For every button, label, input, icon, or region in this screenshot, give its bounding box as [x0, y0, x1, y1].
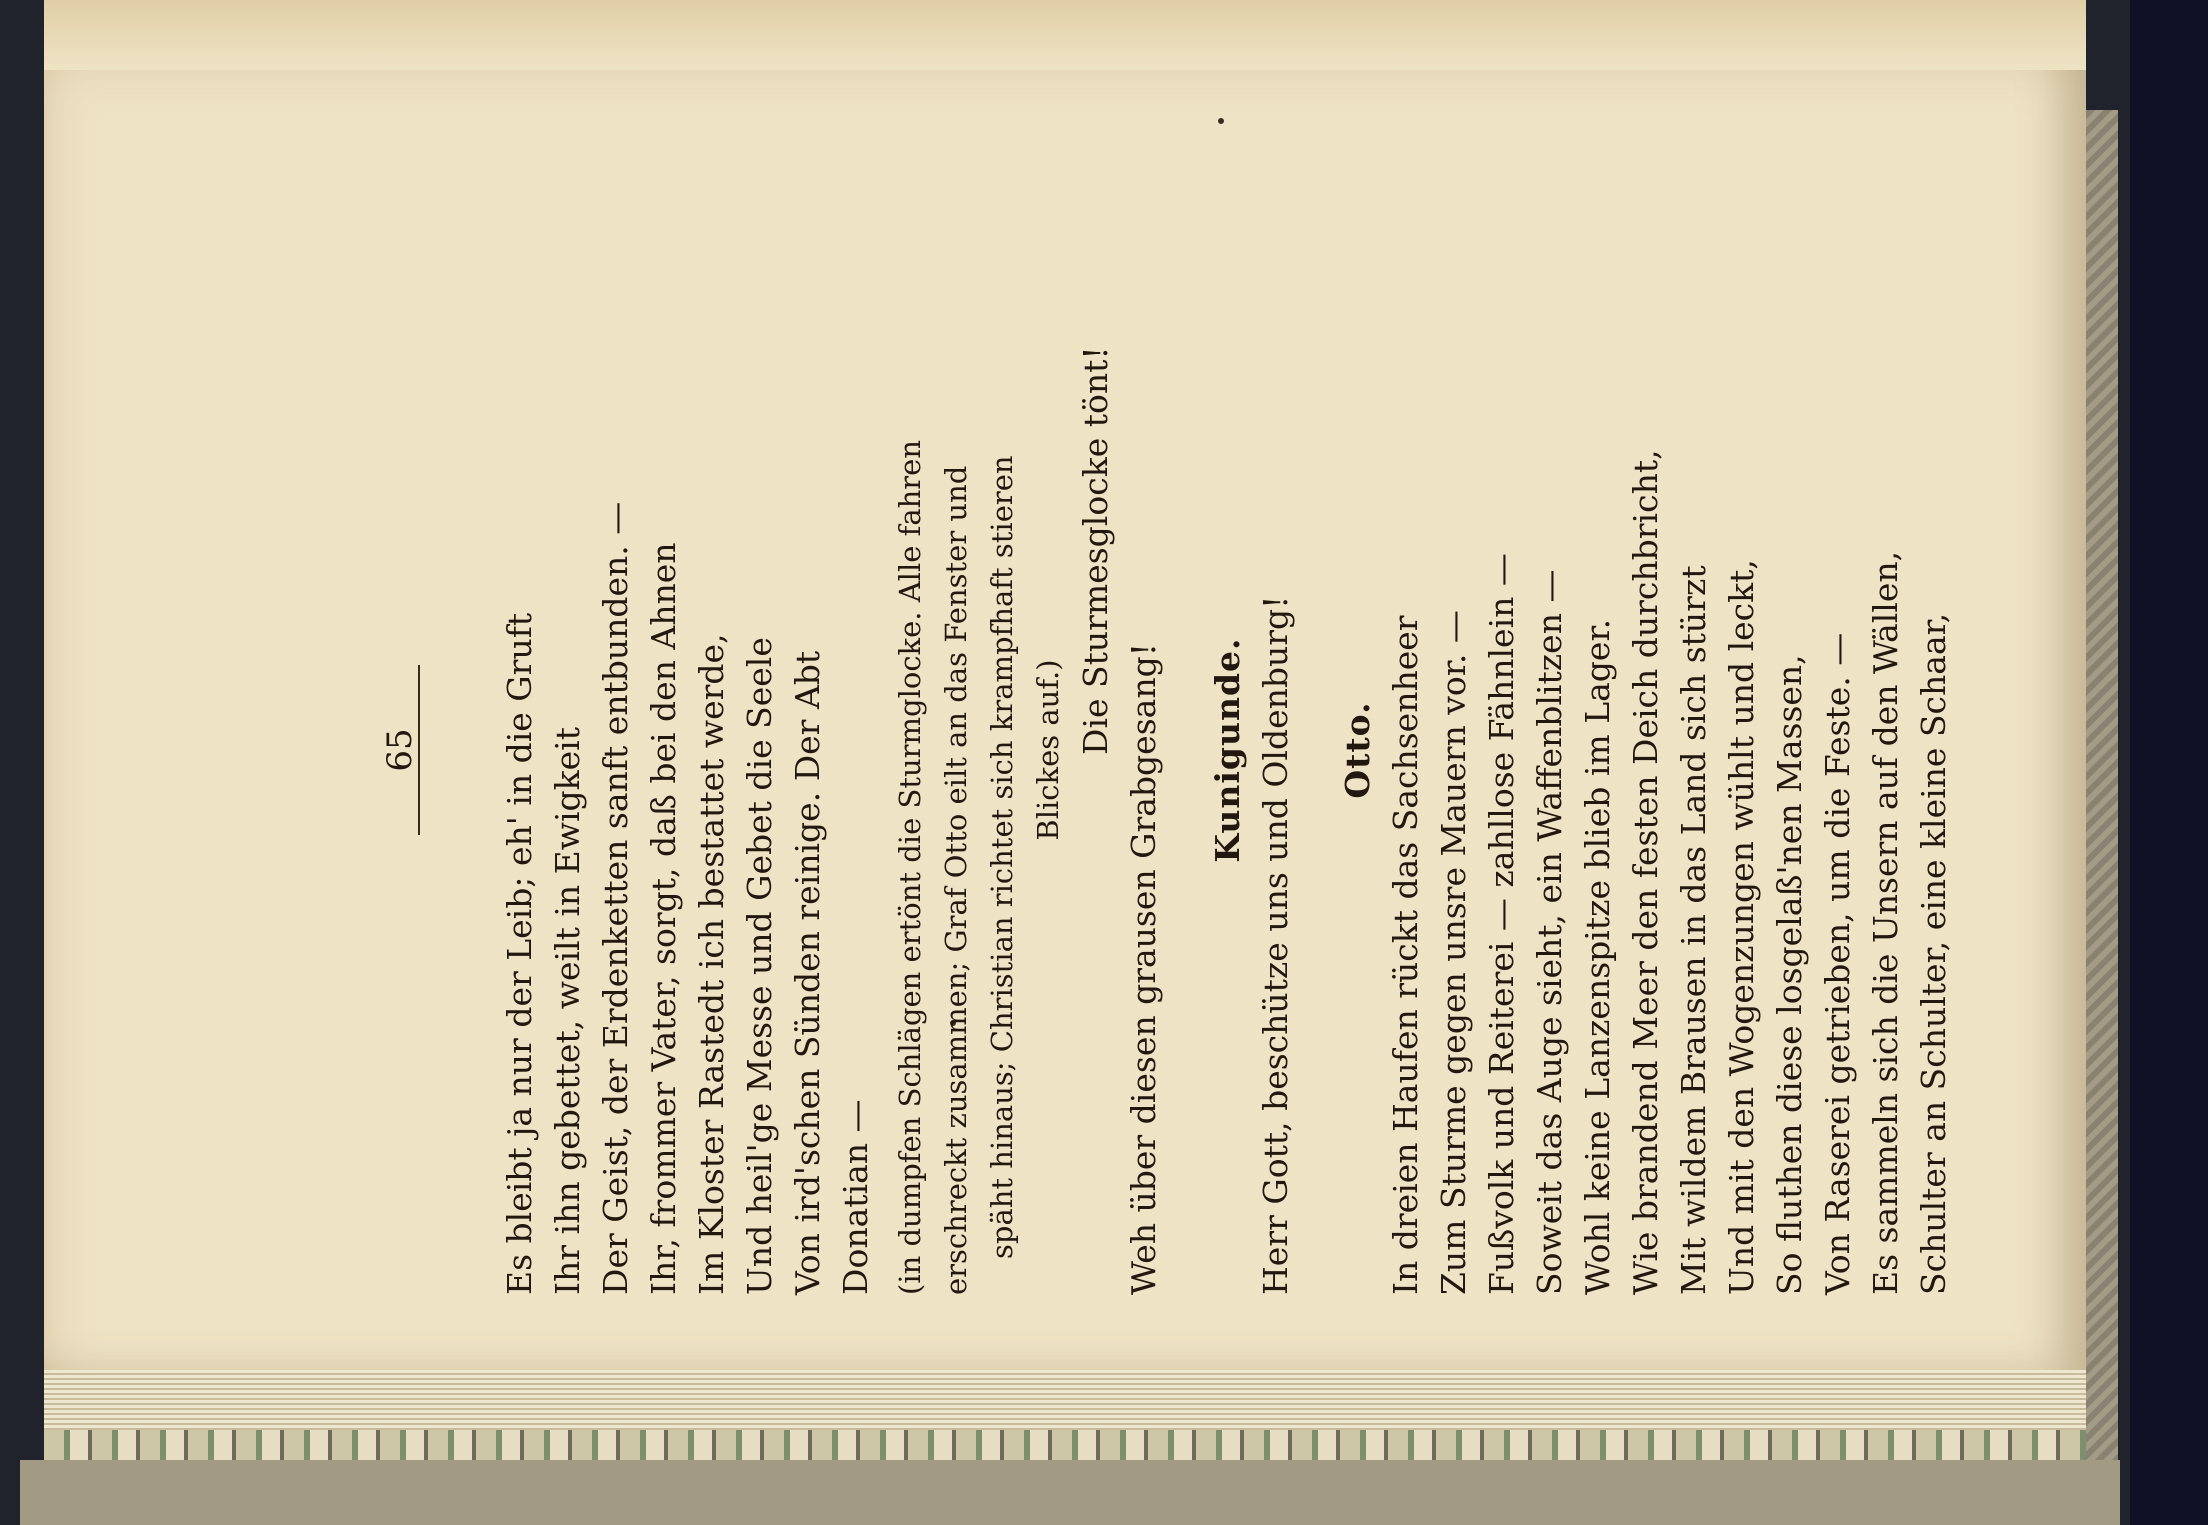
verse-line: Zum Sturme gegen unsre Mauern vor. — — [1434, 610, 1473, 1295]
page-edges — [44, 1370, 2086, 1430]
verse-line: Ihr, frommer Vater, sorgt, daß bei den Ahnen — [644, 542, 683, 1295]
verse-line: Herr Gott, beschütze uns und Oldenburg! — [1256, 595, 1295, 1295]
decorative-border — [44, 1430, 2086, 1460]
verse-line: Wohl keine Lanzenspitze blieb im Lager. — [1578, 618, 1617, 1295]
page-gutter — [44, 0, 2086, 70]
verse-line: In dreien Haufen rückt das Sachsenheer — [1386, 615, 1425, 1295]
verse-line: Und mit den Wogenzungen wühlt und leckt, — [1722, 559, 1761, 1295]
verse-line: So fluthen diese losgelaß'nen Massen, — [1770, 654, 1809, 1295]
verse-line: Der Geist, der Erdenketten sanft entbunden. — — [596, 501, 635, 1295]
verse-line: Weh über diesen grausen Grabgesang! — [1124, 643, 1163, 1295]
verse-line: Es sammeln sich die Unsern auf den Wällen, — [1866, 550, 1905, 1295]
verse-line: Fußvolk und Reiterei — zahllose Fähnlein — — [1482, 553, 1521, 1295]
verse-line: Donatian — — [836, 1099, 875, 1295]
verse-line: Im Kloster Rastedt ich bestattet werde, — [692, 633, 731, 1295]
verse-line: Es bleibt ja nur der Leib; eh' in die Gruft — [500, 612, 539, 1295]
cover-bottom — [20, 1460, 2120, 1525]
paper-speck — [1218, 118, 1224, 124]
rotated-page-text — [380, 205, 1953, 1295]
verse-line: Von ird'schen Sünden reinige. Der Abt — [788, 650, 827, 1295]
verse-line: Ihr ihn gebettet, weilt in Ewigkeit — [548, 727, 587, 1295]
speaker-name: Otto. — [1338, 701, 1377, 799]
page-number: 65 — [380, 728, 420, 772]
speaker-name: Kunigunde. — [1208, 637, 1247, 863]
verse-line: Und heil'ge Messe und Gebet die Seele — [740, 637, 779, 1295]
verse-line: Die Sturmesglocke tönt! — [1076, 346, 1115, 755]
verse-line: Soweit das Auge sieht, ein Waffenblitzen — — [1530, 569, 1569, 1295]
stage-direction: Blickes auf.) — [1031, 659, 1065, 841]
verse-line: Wie brandend Meer den festen Deich durchbricht, — [1626, 449, 1665, 1295]
stage-direction: (in dumpfen Schlägen ertönt die Sturmglocke. Alle fahren — [893, 439, 927, 1295]
page-number-rule — [418, 665, 420, 835]
stage-direction: erschreckt zusammen; Graf Otto eilt an das Fenster und — [939, 465, 973, 1295]
verse-line: Mit wildem Brausen in das Land sich stürzt — [1674, 565, 1713, 1295]
verse-line: Von Raserei getrieben, um die Feste. — — [1818, 632, 1857, 1295]
verse-line: Schulter an Schulter, eine kleine Schaar, — [1914, 612, 1953, 1295]
stage-direction: späht hinaus; Christian richtet sich krampfhaft stieren — [985, 455, 1019, 1259]
